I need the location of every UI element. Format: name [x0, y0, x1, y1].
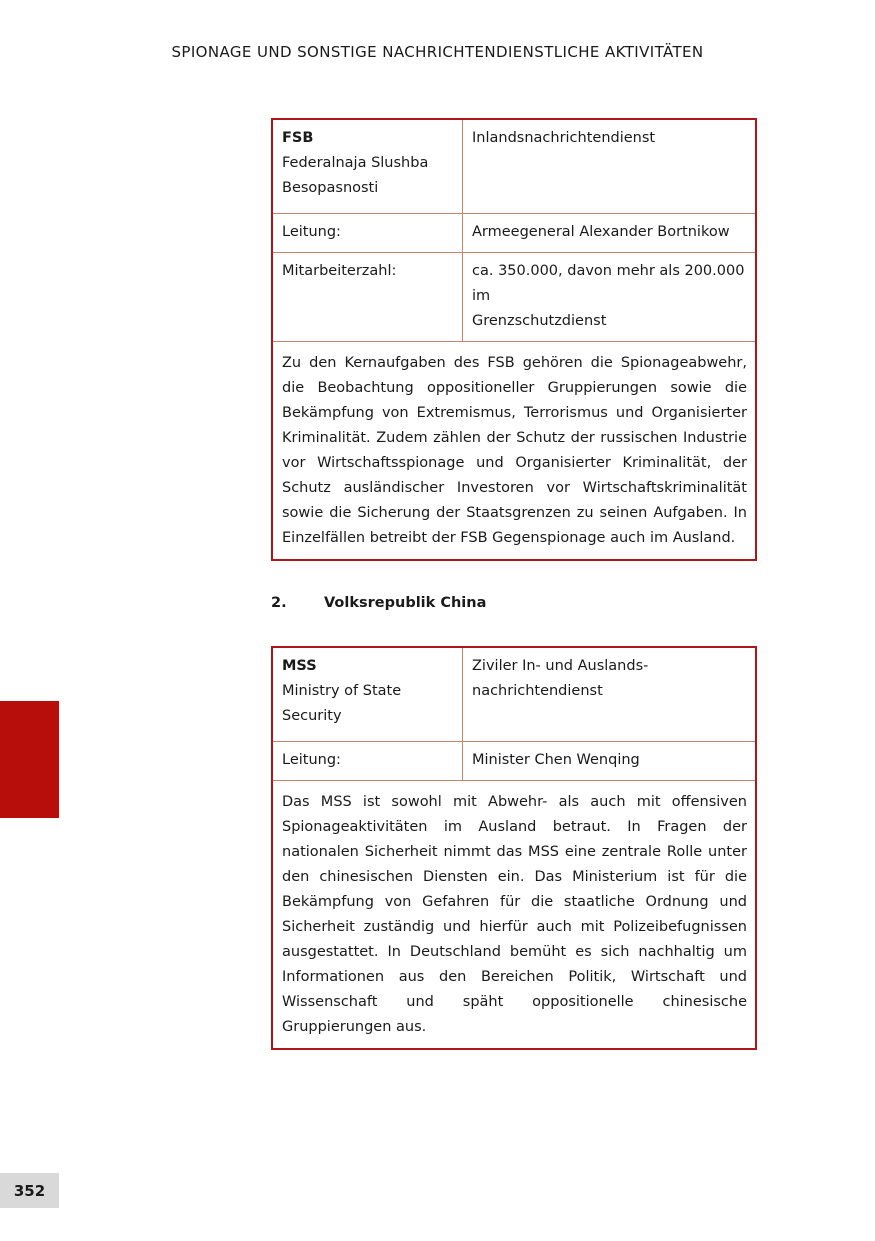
agency-type-cell [463, 647, 757, 742]
table-row [272, 214, 756, 253]
leitung-label: Leitung: [272, 214, 463, 253]
table-row [272, 781, 756, 1050]
table-row [272, 742, 756, 781]
agency-full-name-line: Besopasnosti [282, 180, 379, 196]
page-number: 352 [0, 1173, 59, 1208]
leitung-label: Leitung: [272, 742, 463, 781]
section-heading [271, 595, 486, 611]
agency-description: Zu den Kernaufgaben des FSB gehören die Spionageabwehr, die Beobachtung oppositioneller Gruppierungen sowie die Bekämpfung von Extremismus, Terrorismus und Organisierter Kriminalität. Zudem zählen der Schutz der russischen Industrie vor Wirtschaftsspionage und Organisierter Kriminalität, der Schutz ausländischer Investoren vor Wirtschaftskriminalität sowie die Sicherung der Staatsgrenzen zu seinen Aufgaben. In Einzelfällen betreibt der FSB Gegenspionage auch im Ausland. [272, 342, 756, 561]
mss-info-table [271, 646, 757, 1050]
staff-value-line: ca. 350.000, davon mehr als 200.000 im [472, 263, 745, 304]
section-title: Volksrepublik China [324, 595, 487, 611]
staff-value-cell [463, 253, 757, 342]
leitung-value: Minister Chen Wenqing [463, 742, 757, 781]
agency-type-line: nachrichtendienst [472, 683, 603, 699]
agency-abbreviation: FSB [282, 130, 314, 146]
agency-full-name-line: Security [282, 708, 342, 724]
agency-name-cell [272, 119, 463, 214]
staff-label: Mitarbeiterzahl: [272, 253, 463, 342]
agency-abbreviation: MSS [282, 658, 317, 674]
agency-type-cell [463, 119, 757, 214]
leitung-value: Armeegeneral Alexander Bortnikow [463, 214, 757, 253]
running-header: SPIONAGE UND SONSTIGE NACHRICHTENDIENSTLICHE AKTIVITÄTEN [171, 43, 704, 61]
table-row [272, 647, 756, 742]
agency-name-cell [272, 647, 463, 742]
agency-type: Inlandsnachrichtendienst [472, 130, 656, 146]
chapter-side-tab [0, 701, 59, 818]
agency-type-line: Ziviler In- und Auslands- [472, 658, 649, 674]
agency-full-name-line: Federalnaja Slushba [282, 155, 429, 171]
agency-description: Das MSS ist sowohl mit Abwehr- als auch mit offensiven Spionageaktivitäten im Ausland betraut. In Fragen der nationalen Sicherheit nimmt das MSS eine zentrale Rolle unter den chinesischen Diensten ein. Das Ministerium ist für die Bekämpfung von Gefahren für die staatliche Ordnung und Sicherheit zuständig und hierfür auch mit Polizeibefugnissen ausgestattet. In Deutschland bemüht es sich nachhaltig um Informationen aus den Bereichen Politik, Wirtschaft und Wissenschaft und späht oppositionelle chinesische Gruppierungen aus. [272, 781, 756, 1050]
table-row [272, 119, 756, 214]
section-number: 2. [271, 595, 287, 611]
staff-value-line: Grenzschutzdienst [472, 313, 607, 329]
table-row [272, 253, 756, 342]
agency-full-name-line: Ministry of State [282, 683, 402, 699]
fsb-info-table [271, 118, 757, 561]
table-row [272, 342, 756, 561]
